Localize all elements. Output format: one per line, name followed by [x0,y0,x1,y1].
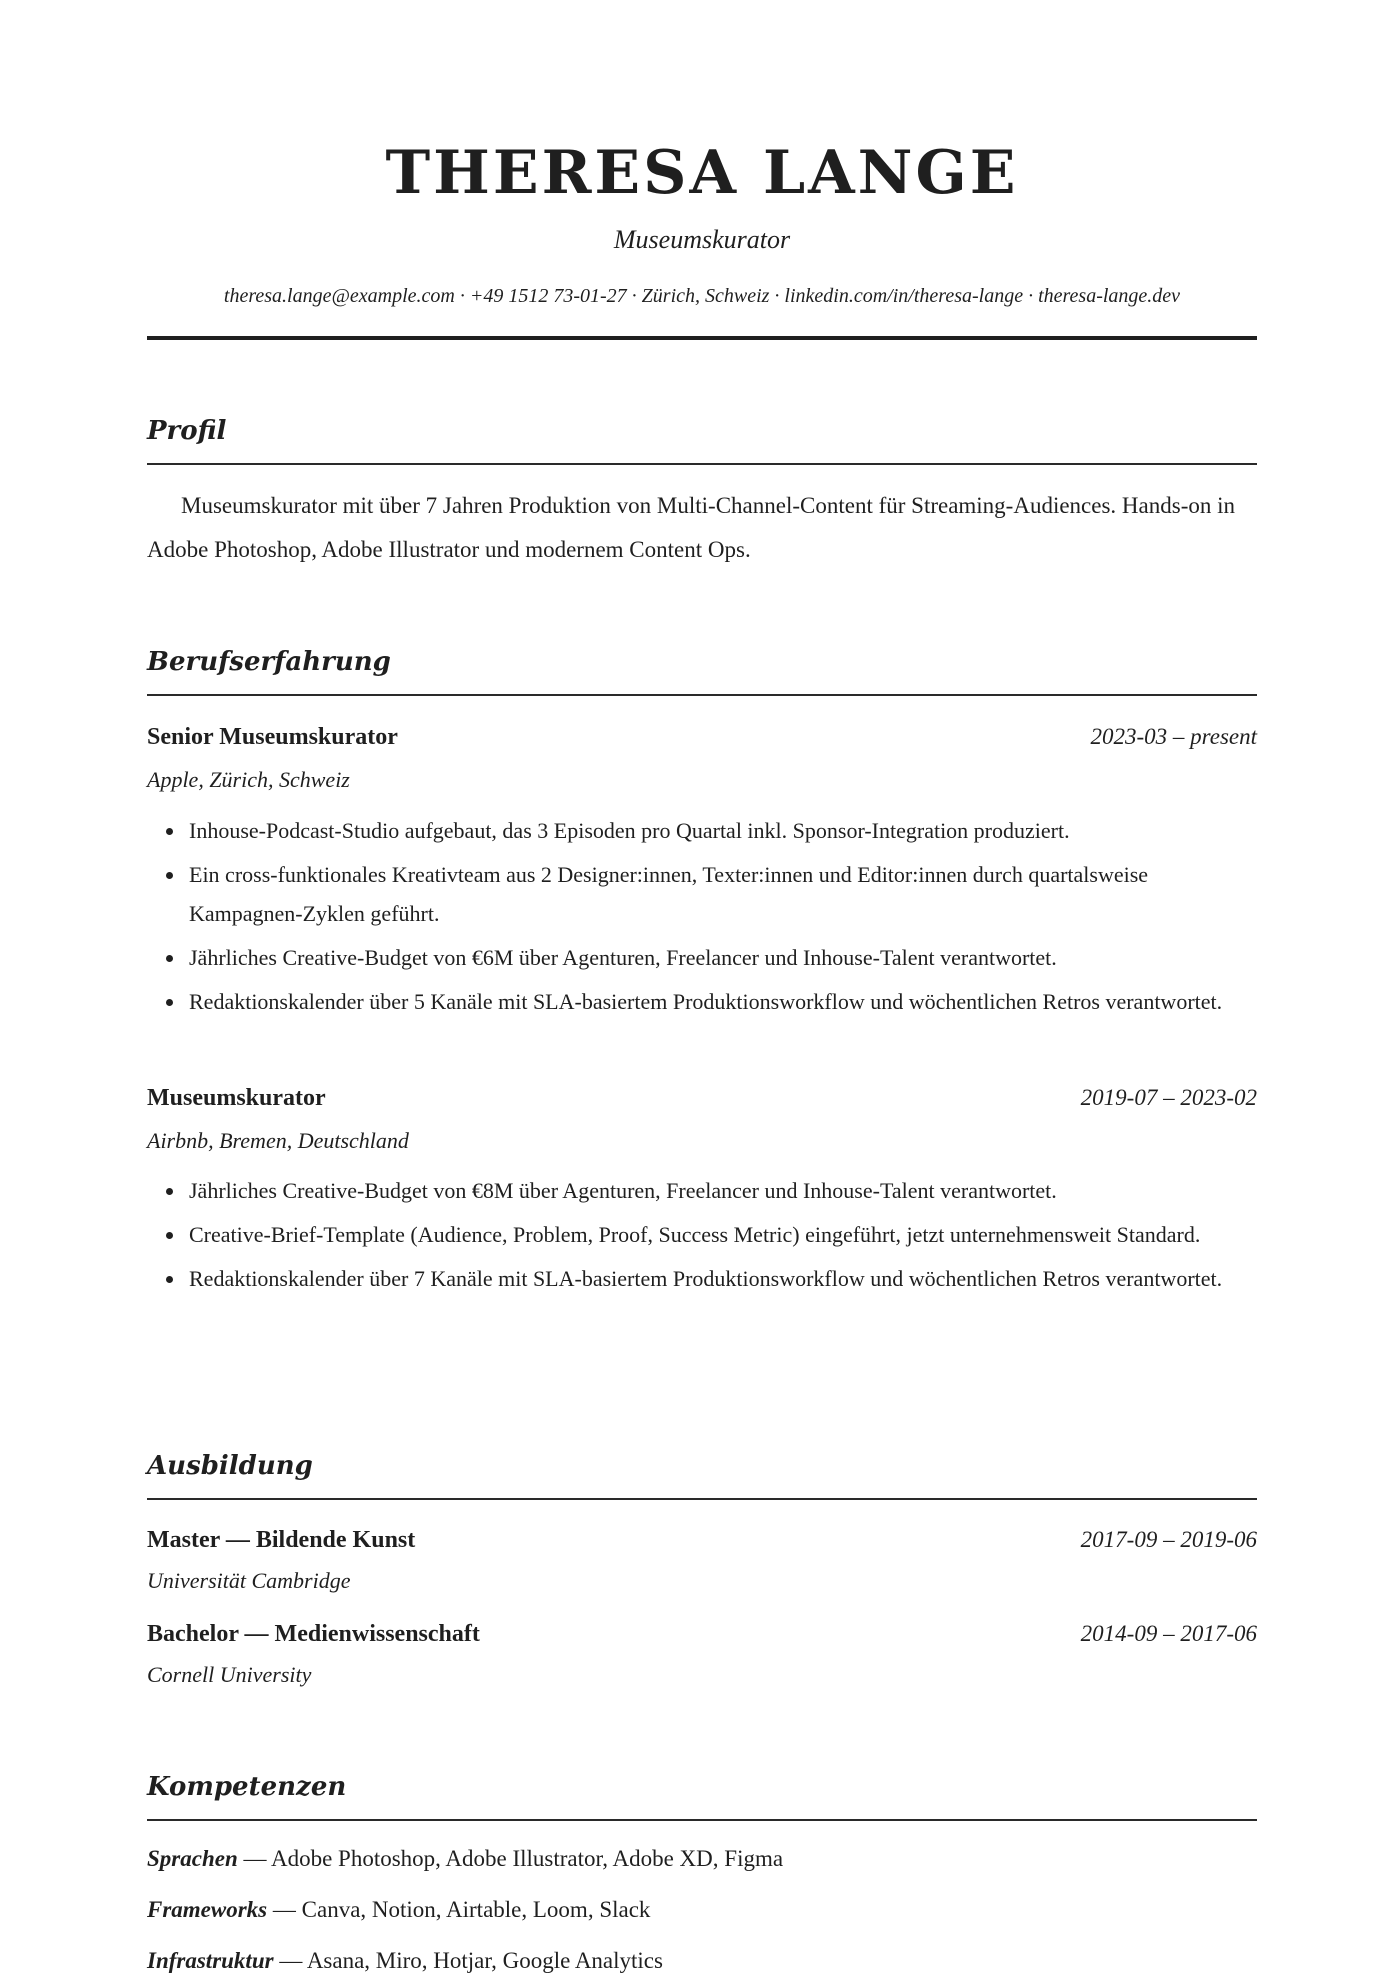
list-item: Inhouse-Podcast-Studio aufgebaut, das 3 Episoden pro Quartal inkl. Sponsor-Integration produziert. [147,811,1257,850]
degree-date: 2014-09 – 2017-06 [1080,1621,1257,1646]
job-title: Museumskurator [613,225,791,254]
section-divider [147,463,1257,465]
list-item: Ein cross-funktionales Kreativteam aus 2 Designer:innen, Texter:innen und Editor:innen durch quartalsweise Kampagnen-Zyklen geführt. [147,855,1257,933]
job-company: Airbnb, Bremen, Deutschland [147,1128,409,1153]
skill-values: Canva, Notion, Airtable, Loom, Slack [301,1897,651,1922]
section-divider [147,1819,1257,1821]
skill-values: Adobe Photoshop, Adobe Illustrator, Adobe XD, Figma [270,1846,784,1871]
degree-title: Master — Bildende Kunst [147,1527,416,1553]
section-heading-experience: Berufserfahrung [147,647,391,677]
skill-category: Sprachen [147,1846,238,1871]
skill-category: Infrastruktur [147,1948,274,1973]
list-item: Redaktionskalender über 5 Kanäle mit SLA-basiertem Produktionsworkflow und wöchentlichen Retros verantwortet. [147,982,1257,1021]
list-item: Jährliches Creative-Budget von €6M über Agenturen, Freelancer und Inhouse-Talent verantwortet. [147,938,1257,977]
job-bullets [147,1171,1257,1303]
section-divider [147,694,1257,696]
job-date: 2019-07 – 2023-02 [1080,1085,1257,1110]
list-item: Jährliches Creative-Budget von €8M über Agenturen, Freelancer und Inhouse-Talent verantwortet. [147,1171,1257,1210]
school-name: Cornell University [147,1662,312,1687]
skill-row [147,1894,1257,1926]
section-heading-profile: Profil [147,416,227,446]
school-name: Universität Cambridge [147,1568,351,1593]
skill-values: Asana, Miro, Hotjar, Google Analytics [306,1948,663,1973]
job-bullets [147,811,1257,1026]
degree-title: Bachelor — Medienwissenschaft [147,1621,480,1647]
contact-line: theresa.lange@example.com · +49 1512 73-01-27 · Zürich, Schweiz · linkedin.com/in/theresa-lange · theresa-lange.dev [223,285,1181,307]
degree-date: 2017-09 – 2019-06 [1080,1527,1257,1552]
job-title-entry: Museumskurator [147,1085,326,1111]
skill-category: Frameworks [147,1897,268,1922]
skill-row [147,1945,1257,1977]
list-item: Creative-Brief-Template (Audience, Problem, Proof, Success Metric) eingeführt, jetzt unternehmensweit Standard. [147,1215,1257,1254]
skill-separator: — [237,1846,271,1871]
section-divider [147,1498,1257,1500]
job-company: Apple, Zürich, Schweiz [147,767,350,792]
section-heading-education: Ausbildung [147,1451,313,1481]
skill-separator: — [273,1948,307,1973]
skill-separator: — [267,1897,302,1922]
header-divider [147,336,1257,340]
section-heading-skills: Kompetenzen [147,1772,347,1802]
candidate-name: THERESA LANGE [385,138,1019,208]
profile-summary: Museumskurator mit über 7 Jahren Produktion von Multi-Channel-Content für Streaming-Audiences. Hands-on in Adobe Photoshop, Adobe Illustrator und modernem Content Ops. [147,493,1235,562]
job-title-entry: Senior Museumskurator [147,724,398,750]
skill-row [147,1843,1257,1875]
list-item: Redaktionskalender über 7 Kanäle mit SLA-basiertem Produktionsworkflow und wöchentlichen Retros verantwortet. [147,1259,1257,1298]
job-date: 2023-03 – present [1090,724,1257,749]
